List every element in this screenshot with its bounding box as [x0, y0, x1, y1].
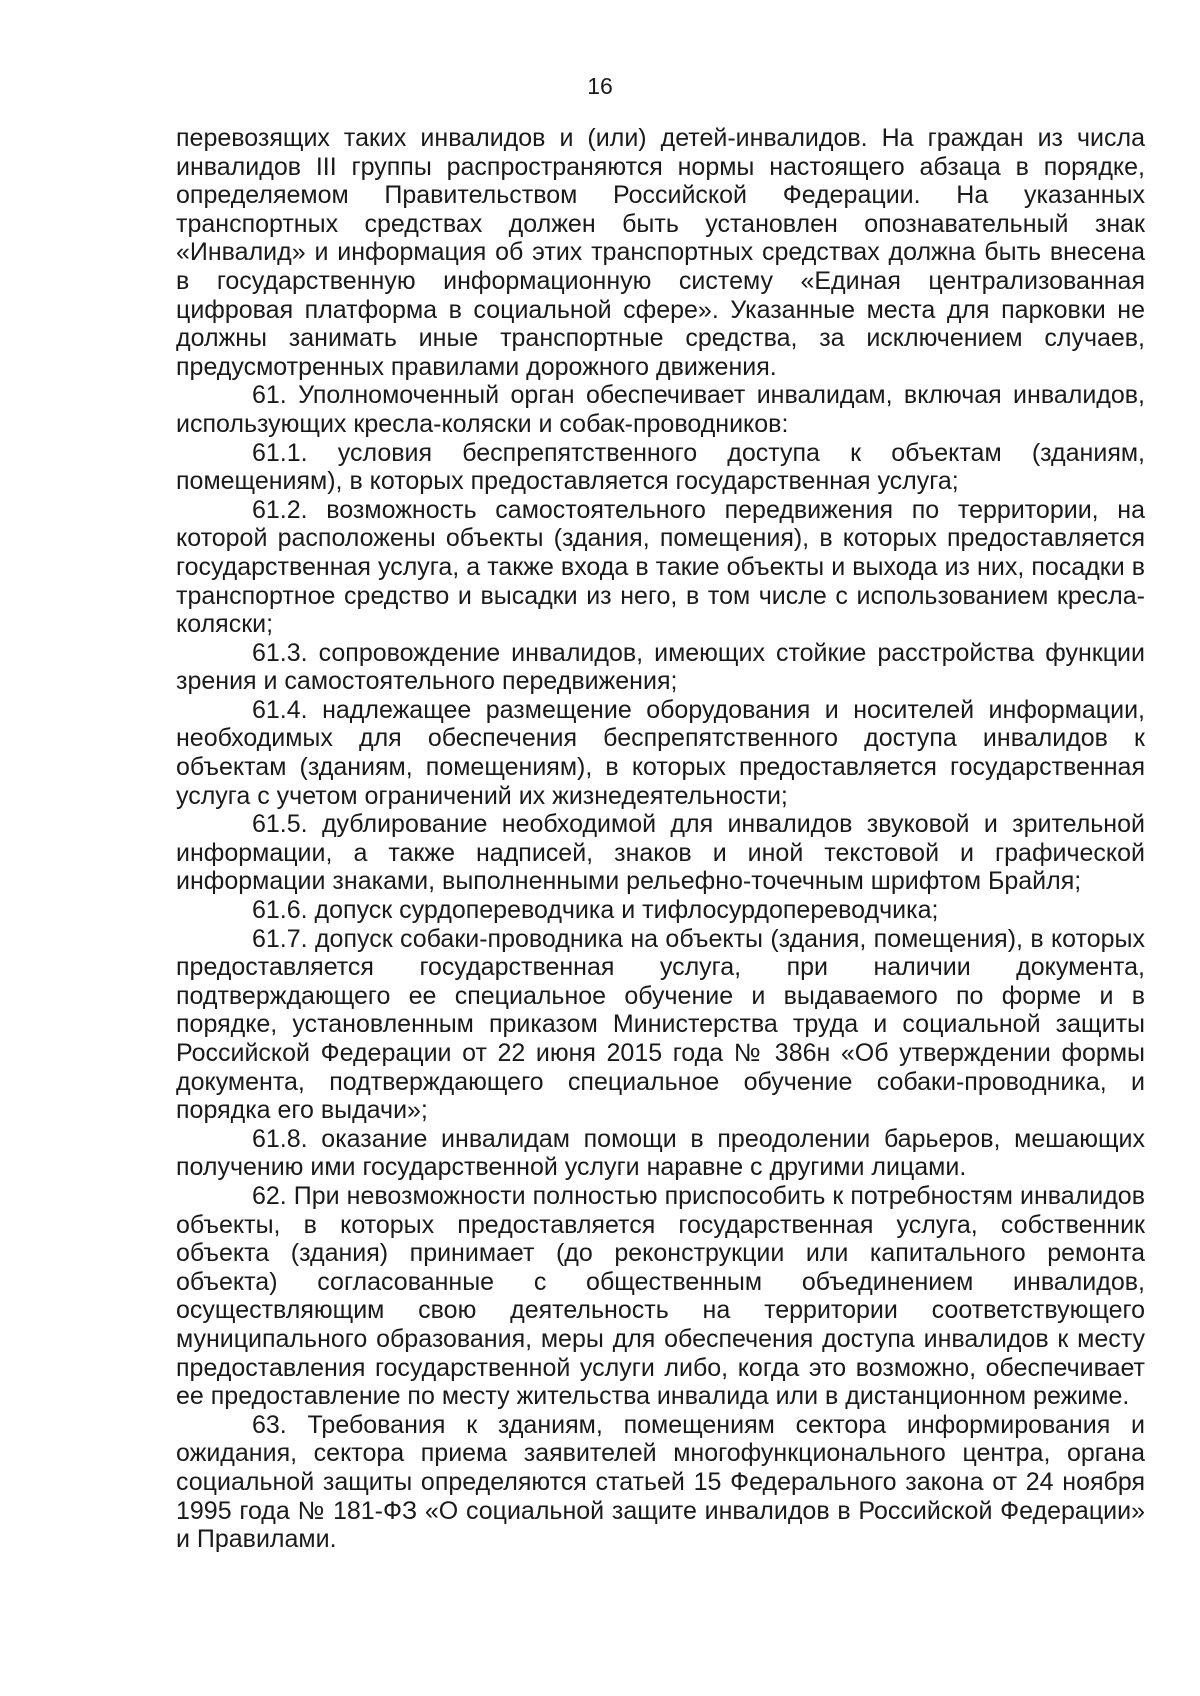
paragraph-61-6: 61.6. допуск сурдопереводчика и тифлосурдопереводчика;	[252, 896, 939, 925]
paragraph-61-1: 61.1. условия беспрепятственного доступа к объектам (зданиям, помещениям), в которых предоставляется государственная услуга;	[176, 438, 1145, 496]
paragraph-61-4: 61.4. надлежащее размещение оборудования и носителей информации, необходимых для обеспечения беспрепятственного доступа инвалидов к объектам (зданиям, помещениям), в которых предоставляется государственная услуга с учетом ограничений их жизнедеятельности;	[176, 695, 1145, 810]
paragraph-62: 62. При невозможности полностью приспособить к потребностям инвалидов объекты, в которых предоставляется государственная услуга, собственник объекта (здания) принимает (до реконструкции или капитального ремонта объекта) согласованные с общественным объединением инвалидов, осуществляющим свою деятельность на территории соответствующего муниципального образования, меры для обеспечения доступа инвалидов к месту предоставления государственной услуги либо, когда это возможно, обеспечивает ее предоставление по месту жительства инвалида или в дистанционном режиме.	[176, 1181, 1145, 1411]
paragraph-61-5: 61.5. дублирование необходимой для инвалидов звуковой и зрительной информации, а также надписей, знаков и иной текстовой и графической информации знаками, выполненными рельефно-точечным шрифтом Брайля;	[176, 810, 1145, 896]
paragraph-61-2: 61.2. возможность самостоятельного передвижения по территории, на которой расположены объекты (здания, помещения), в которых предоставляется государственная услуга, а также входа в такие объекты и выхода из них, посадки в транспортное средство и высадки из него, в том числе с использованием кресла-коляски;	[176, 495, 1145, 639]
paragraph-61-3: 61.3. сопровождение инвалидов, имеющих стойкие расстройства функции зрения и самостоятельного передвижения;	[176, 638, 1145, 696]
paragraph-continuation: перевозящих таких инвалидов и (или) детей-инвалидов. На граждан из числа инвалидов III группы распространяются нормы настоящего абзаца в порядке, определяемом Правительством Российской Федерации. На указанных транспортных средствах должен быть установлен опознавательный знак «Инвалид» и информация об этих транспортных средствах должна быть внесена в государственную информационную систему «Единая централизованная цифровая платформа в социальной сфере». Указанные места для парковки не должны занимать иные транспортные средства, за исключением случаев, предусмотренных правилами дорожного движения.	[176, 124, 1145, 381]
page-number: 16	[587, 73, 613, 99]
paragraph-61-7: 61.7. допуск собаки-проводника на объекты (здания, помещения), в которых предоставляется государственная услуга, при наличии документа, подтверждающего ее специальное обучение и выдаваемого по форме и в порядке, установленным приказом Министерства труда и социальной защиты Российской Федерации от 22 июня 2015 года № 386н «Об утверждении формы документа, подтверждающего специальное обучение собаки-проводника, и порядка его выдачи»;	[176, 924, 1145, 1125]
paragraph-63: 63. Требования к зданиям, помещениям сектора информирования и ожидания, сектора приема заявителей многофункционального центра, органа социальной защиты определяются статьей 15 Федерального закона от 24 ноября 1995 года № 181-ФЗ «О социальной защите инвалидов в Российской Федерации» и Правилами.	[176, 1410, 1145, 1554]
paragraph-61: 61. Уполномоченный орган обеспечивает инвалидам, включая инвалидов, использующих кресла-коляски и собак-проводников:	[176, 381, 1145, 438]
paragraph-61-8: 61.8. оказание инвалидам помощи в преодолении барьеров, мешающих получению ими государственной услуги наравне с другими лицами.	[176, 1124, 1145, 1182]
document-body	[176, 124, 1145, 1554]
